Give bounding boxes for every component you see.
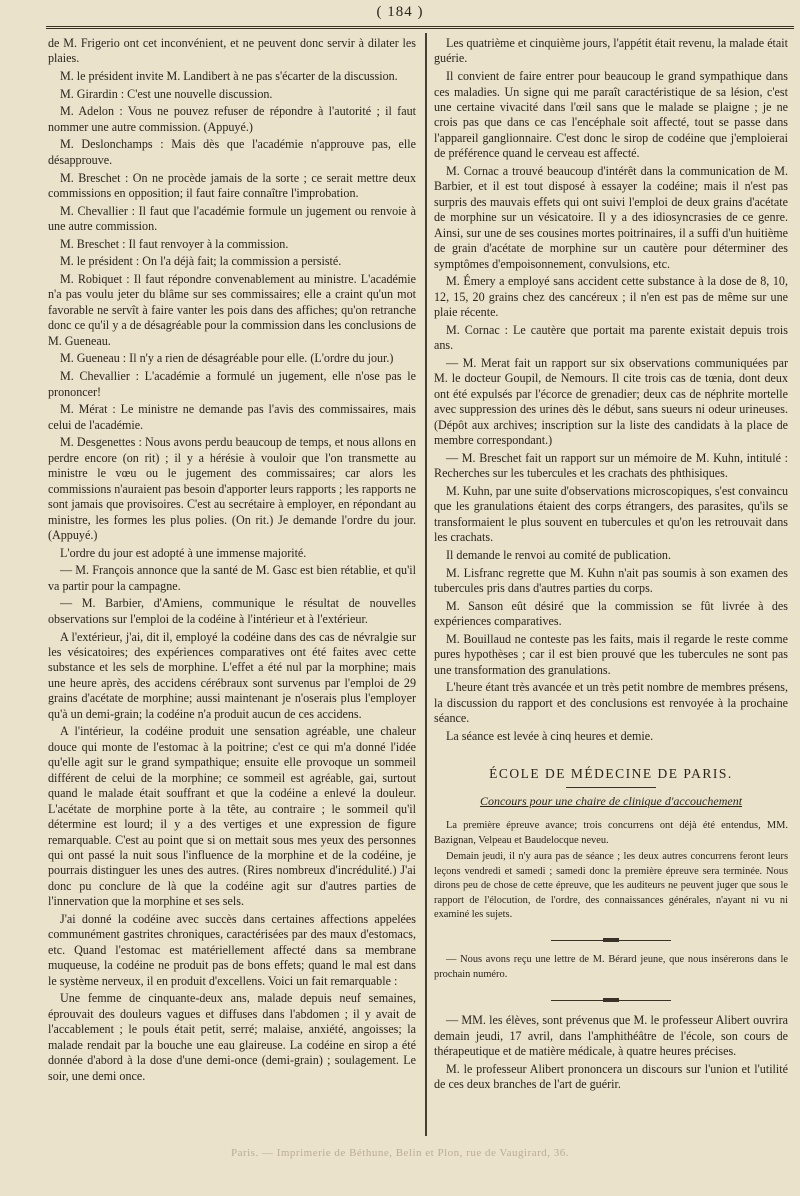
paragraph: Une femme de cinquante-deux ans, malade depuis neuf semaines, éprouvait des douleurs vagues et diffuses dans l'abdomen ; il y avait de l'accablement ; le pouls était petit, serré; malaise, anxiété, angoisses; la malade rendait par la bouche une eau glaireuse. La codéine en sirop a été donnée d'abord à la dose d'une demi-once (demi-grain) ; soulagement. Le soir, une demi once. bbox=[48, 991, 416, 1083]
left-column bbox=[48, 36, 416, 1086]
section-title: ÉCOLE DE MÉDECINE DE PARIS. bbox=[489, 766, 733, 782]
paragraph: M. Breschet : Il faut renvoyer à la commission. bbox=[60, 236, 289, 251]
section-divider bbox=[551, 1000, 671, 1001]
paragraph: M. Cornac : Le cautère que portait ma parente existait depuis trois ans. bbox=[434, 322, 788, 353]
paragraph: M. le professeur Alibert prononcera un discours sur l'union et l'utilité de ces deux branches de l'art de guérir. bbox=[434, 1061, 788, 1092]
paragraph: M. Robiquet : Il faut répondre convenablement au ministre. L'académie n'a pas voulu jeter du blâme sur ses commissaires; elle a craint qu'un mot favorable ne servît à faire vanter les pois dans des affiches; qu'on retranche donc ce qu'il y a de désagréable pour la commission dans les conclusions de M. Gueneau. bbox=[48, 272, 416, 348]
paragraph: M. Desgenettes : Nous avons perdu beaucoup de temps, et nous allons en perdre encore (on rit) ; il y a hérésie à vouloir que l'on transmette au ministre le vœu ou le jugement des commissaires; car alors les commissions n'auraient pas besoin d'apporter leurs rapports ; les rapports ne sont jamais que provisoires. C'est au secrétaire à employer, en répondant au ministre, les formes les plus polies. (On rit.) Je demande l'ordre du jour. (Appuyé.) bbox=[48, 435, 416, 543]
paragraph: L'heure étant très avancée et un très petit nombre de membres présens, la discussion du rapport et des conclusions est renvoyée à la prochaine séance. bbox=[434, 680, 788, 726]
paragraph: M. Breschet : On ne procède jamais de la sorte ; ce serait mettre deux commissions en opposition; il faut faire connaître l'improbation. bbox=[48, 170, 416, 201]
paragraph: M. le président : On l'a déjà fait; la commission a persisté. bbox=[60, 254, 342, 269]
right-column bbox=[434, 36, 788, 1095]
title-rule bbox=[566, 787, 656, 788]
paragraph: M. le président invite M. Landibert à ne pas s'écarter de la discussion. bbox=[60, 69, 398, 84]
paragraph: M. Bouillaud ne conteste pas les faits, mais il regarde le reste comme pures hypothèses ; car il est bien prouvé que les tubercules ne sont pas une transformation des granulations. bbox=[434, 631, 788, 677]
page-number: ( 184 ) bbox=[376, 4, 424, 20]
paragraph: M. Cornac a trouvé beaucoup d'intérêt dans la communication de M. Barbier, et il est tout disposé à essayer la codéine; mais il n'est pas surpris des mauvais effets qui ont suivi l'emploi de deux grains d'acétate de morphine sur un vésicatoire. Il y a des idiosyncrasies de ce genre. Ainsi, sur une de ses cousines mortes poitrinaires, il a suffi d'un huitième de grain d'acétate de morphine sur un cautère pour déterminer des symptômes d'empoisonnement, convulsions, etc. bbox=[434, 164, 788, 271]
paragraph: — MM. les élèves, sont prévenus que M. le professeur Alibert ouvrira demain jeudi, 17 avril, dans l'amphithéâtre de l'école, son cours de thérapeutique et de matière médicale, à quatre heures précises. bbox=[434, 1013, 788, 1059]
paragraph: La première épreuve avance; trois concurrens ont déjà été entendus, MM. Bazignan, Velpeau et Baudelocque neveu. bbox=[434, 820, 788, 846]
paragraph: — M. Barbier, d'Amiens, communique le résultat de nouvelles observations sur l'emploi de la codéine à l'intérieur et à l'extérieur. bbox=[48, 596, 416, 626]
paragraph: M. Girardin : C'est une nouvelle discussion. bbox=[60, 86, 273, 101]
paragraph: J'ai donné la codéine avec succès dans certaines affections appelées communément gastrites chroniques, caractérisées par des maux d'estomacs, etc. Quand l'estomac est matériellement affecté dans sa membrane muqueuse, la codéine ne produit pas de bons effets; quand le mal est dans le système nerveux, il en produit d'excellens. Voici un fait remarquable : bbox=[48, 912, 416, 988]
section-subtitle: Concours pour une chaire de clinique d'accouchement bbox=[479, 793, 743, 808]
paragraph: Il convient de faire entrer pour beaucoup le grand sympathique dans ces maladies. Un signe qui me paraît caractéristique de sa lésion, c'est une certaine vivacité dans l'œil sans que le malade se plaigne ; je ne crois pas que dans ce cas l'encéphale soit affecté, tout se passe dans l'appareil ganglionnaire. C'est donc le sirop de codéine que j'emploierai de préférence quand le cerveau est affecté. bbox=[434, 69, 788, 161]
top-rule bbox=[46, 26, 794, 29]
paragraph: de M. Frigerio ont cet inconvénient, et ne peuvent donc servir à dilater les plaies. bbox=[48, 36, 416, 66]
paragraph: M. Deslonchamps : Mais dès que l'académie n'approuve pas, elle désapprouve. bbox=[48, 137, 416, 167]
paragraph: M. Chevallier : L'académie a formulé un jugement, elle n'ose pas le prononcer! bbox=[48, 369, 416, 399]
paragraph: — M. Merat fait un rapport sur six observations communiquées par M. le docteur Goupil, de Nemours. Il cite trois cas de tœnia, dont deux ont été expulsés par l'écorce de grenadier; deux cas de néphrite mortelle avec suppression des urines dès le début, sans sueurs ni odeur urineuses. (Dépôt aux archives; inscription sur la liste des candidats à la place de membre correspondant.) bbox=[434, 356, 788, 448]
column-divider bbox=[425, 33, 427, 1136]
paragraph: — M. Breschet fait un rapport sur un mémoire de M. Kuhn, intitulé : Recherches sur les tubercules et les crachats des phthisiques. bbox=[434, 450, 788, 481]
paragraph: M. Lisfranc regrette que M. Kuhn n'ait pas soumis à son examen des tubercules pris dans d'autres parties du corps. bbox=[434, 565, 788, 596]
paragraph: M. Chevallier : Il faut que l'académie formule un jugement ou renvoie à une autre commission. bbox=[48, 203, 416, 234]
paragraph: M. Sanson eût désiré que la commission se fût livrée à des expériences comparatives. bbox=[434, 598, 788, 629]
paragraph: — M. François annonce que la santé de M. Gasc est bien rétablie, et qu'il va partir pour la campagne. bbox=[48, 563, 416, 593]
paragraph: Les quatrième et cinquième jours, l'appétit était revenu, la malade était guérie. bbox=[434, 36, 789, 66]
paragraph: M. Gueneau : Il n'y a rien de désagréable pour elle. (L'ordre du jour.) bbox=[60, 351, 394, 366]
paragraph: A l'intérieur, la codéine produit une sensation agréable, une chaleur douce qui monte de l'estomac à la poitrine; c'est ce qui m'a donné l'idée qu'elle agit sur le grand sympathique; ensuite elle provoque un sommeil différent de celui de la morphine; ce sommeil est agréable, gai, surtout quand le malade était souffrant et que la codéine a enlevé la douleur. L'acétate de morphine porte à la tête, au contraire ; le sommeil qu'il détermine est lourd; il y a des vertiges et une expression de figure remarquable. C'est au point que si on mettait sous mes yeux des personnes qui ont passé la nuit sous l'influence de la morphine et de la codéine, je pourrais distinguer les unes des autres. (Rires nombreux d'incrédulité.) J'ai donc pu conclure de là que la codéine agit sur d'autres parties de l'innervation que la morphine et ses sels. bbox=[48, 724, 416, 909]
paragraph: Il demande le renvoi au comité de publication. bbox=[446, 548, 671, 562]
paragraph: M. Adelon : Vous ne pouvez refuser de répondre à l'autorité ; il faut nommer une autre commission. (Appuyé.) bbox=[48, 104, 416, 134]
paragraph: A l'extérieur, j'ai, dit il, employé la codéine dans des cas de névralgie sur les vésicatoires; des expériences comparatives ont été faites avec cette substance et les sels de morphine. L'effet a été nul par la morphine; mais une heure après, des accidens cérébraux sont survenus par l'emploi de 29 grains d'acétate de morphine; aussi maintenant je n'oserais plus l'employer qu'à un demi-grain; la codéine n'a produit aucun de ces accidens. bbox=[48, 629, 416, 721]
paragraph: M. Kuhn, par une suite d'observations microscopiques, s'est convaincu que les granulations étaient des corps étrangers, des parasites, qu'ils se transformaient le plus souvent en tubercules et qu'on les retrouvait dans les crachats. bbox=[434, 484, 788, 545]
section-divider bbox=[551, 940, 671, 941]
printer-footer: Paris. — Imprimerie de Béthune, Belin et Plon, rue de Vaugirard, 36. bbox=[230, 1147, 570, 1159]
paragraph: M. Mérat : Le ministre ne demande pas l'avis des commissaires, mais celui de l'académie. bbox=[48, 402, 416, 432]
paragraph: M. Émery a employé sans accident cette substance à la dose de 8, 10, 12, 15, 20 grains chez des cancéreux ; il n'en est pas de même sur une plaie récente. bbox=[434, 274, 788, 320]
paragraph: Demain jeudi, il n'y aura pas de séance ; les deux autres concurrens feront leurs leçons vendredi et samedi ; samedi donc la première épreuve sera terminée. Nous dirons peu de chose de cette épreuve, que les auditeurs ne peuvent juger que sous le rapport de l'élocution, de l'ordre, des connaissances générales, n'ayant ni vu ni examiné les sujets. bbox=[434, 851, 788, 920]
paragraph: L'ordre du jour est adopté à une immense majorité. bbox=[60, 545, 307, 560]
notice: — Nous avons reçu une lettre de M. Bérard jeune, que nous insérerons dans le prochain numéro. bbox=[434, 954, 788, 980]
paragraph: La séance est levée à cinq heures et demie. bbox=[446, 728, 654, 743]
